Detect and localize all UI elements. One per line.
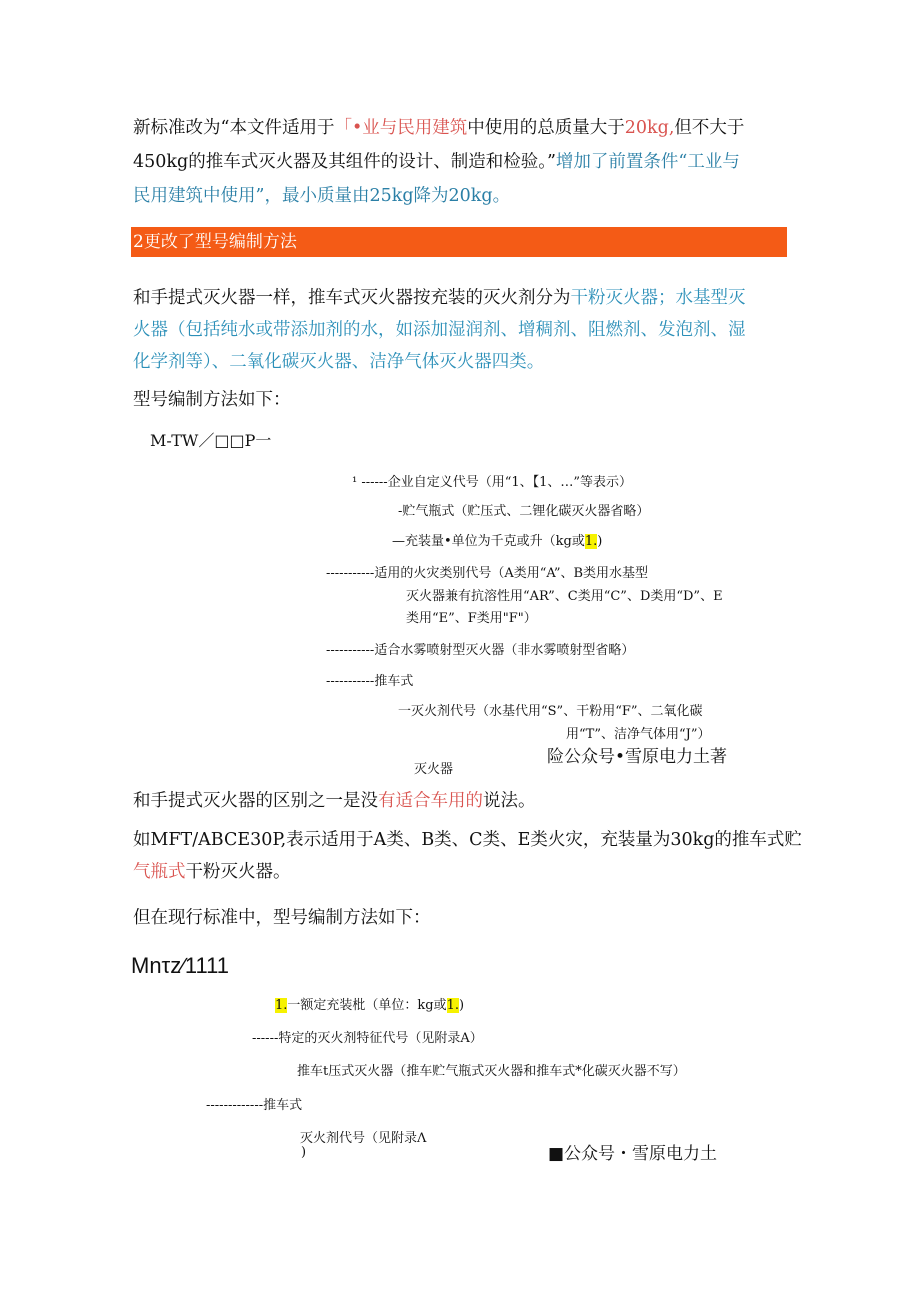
section-banner: 2更改了型号编制方法 <box>131 227 787 257</box>
para2-line3: 化学剂等）、二氧化碳灭火器、洁净气体灭火器四类。 <box>133 352 545 372</box>
old-diagram-row-5: 灭火器兼有抗溶性用“AR”、C类用“C”、D类用“D”、E <box>406 589 723 604</box>
highlight-text: 干粉灭火器；水基型灭 <box>570 288 746 308</box>
text: 但不大于 <box>674 118 745 138</box>
highlight-text: 有适合车用的 <box>378 791 483 811</box>
new-diagram-row-1 <box>275 994 464 1013</box>
text: 一额定充装枇（单位：kg或 <box>287 998 447 1013</box>
text: 干粉灭火器。 <box>185 862 291 882</box>
para1-line1 <box>133 111 744 145</box>
para4-line2 <box>133 855 291 889</box>
highlight-mark: 1. <box>275 998 288 1013</box>
old-diagram-row-8: -----------推车式 <box>326 674 414 689</box>
new-diagram-row-5: 灭火剂代号（见附录Λ <box>300 1131 427 1146</box>
old-diagram-row-1: ¹ ------企业自定义代号（用“1、【1、…”等表示） <box>352 475 633 490</box>
current-intro: 但在现行标准中，型号编制方法如下： <box>133 908 431 928</box>
para2-line2: 火器（包括纯水或带添加剂的水，如添加湿润剂、增稠剂、阻燃剂、发泡剂、湿 <box>133 320 746 340</box>
highlight-text: 20kg, <box>624 118 675 138</box>
text: 新标准改为“本文件适用于 <box>133 118 335 138</box>
model-old: M-TW／□□P一 <box>150 431 272 450</box>
watermark-2: ■公众号・雪原电力土 <box>548 1144 718 1164</box>
new-diagram-row-6: ) <box>301 1145 307 1160</box>
old-diagram-row-9: 一灭火剂代号（水基代用“S”、干粉用“F”、二氧化碳 <box>398 704 703 719</box>
para1-line2 <box>133 145 740 179</box>
text: ) <box>459 998 465 1013</box>
old-diagram-row-4: -----------适用的火灾类别代号（A类用“A”、B类用水基型 <box>326 566 649 581</box>
old-diagram-row-2: -贮气瓶式（贮压式、二锂化碳灭火器省略） <box>398 504 650 519</box>
new-diagram-row-4: -------------推车式 <box>206 1098 303 1113</box>
old-diagram-row-3 <box>392 530 602 549</box>
old-diagram-row-6: 类用“E”、F类用"F"） <box>406 611 537 626</box>
text: —充装量•单位为千克或升（kg或 <box>392 534 585 549</box>
highlight-text: 「•业与民用建筑 <box>334 118 468 138</box>
highlight-mark: 1. <box>446 998 460 1013</box>
highlight-text: 气瓶式 <box>133 862 186 882</box>
highlight-mark: 1. <box>584 534 598 549</box>
method-intro: 型号编制方法如下： <box>133 390 291 410</box>
new-diagram-row-3: 推车t压式灭火器（推车贮气瓶式灭火器和推车式*化碳灭火器不写） <box>297 1064 686 1079</box>
new-diagram-row-2: ------特定的灭火剂特征代号（见附录A） <box>252 1031 483 1046</box>
text: 说法。 <box>483 791 536 811</box>
model-new: Mnτz∕1111 <box>131 953 229 978</box>
old-diagram-row-10: 用“T”、洁净气体用“J”） <box>566 727 711 742</box>
para3 <box>133 784 536 818</box>
highlight-text: 增加了前置条件“工业与 <box>555 152 740 172</box>
para4-line1: 如MFT/ABCE30P,表示适用于A类、B类、C类、E类火灾，充装量为30kg的推车式贮 <box>133 830 802 850</box>
para2-line1 <box>133 281 746 315</box>
text: ) <box>597 534 603 549</box>
para1-line3: 民用建筑中使用”，最小质量由25kg降为20kg。 <box>133 186 511 206</box>
watermark-1: 险公众号•雪原电力土著 <box>547 747 728 767</box>
text: 和手提式灭火器的区别之一是没 <box>133 791 378 811</box>
text: 中使用的总质量大于 <box>467 118 625 138</box>
text: 和手提式灭火器一样，推车式灭火器按充装的灭火剂分为 <box>133 288 571 308</box>
old-diagram-row-7: -----------适合水雾喷射型灭火器（非水雾喷射型省略） <box>326 643 635 658</box>
old-diagram-row-11: 灭火器 <box>414 762 454 777</box>
text: 450kg的推车式灭火器及其组件的设计、制造和检验。” <box>133 152 556 172</box>
